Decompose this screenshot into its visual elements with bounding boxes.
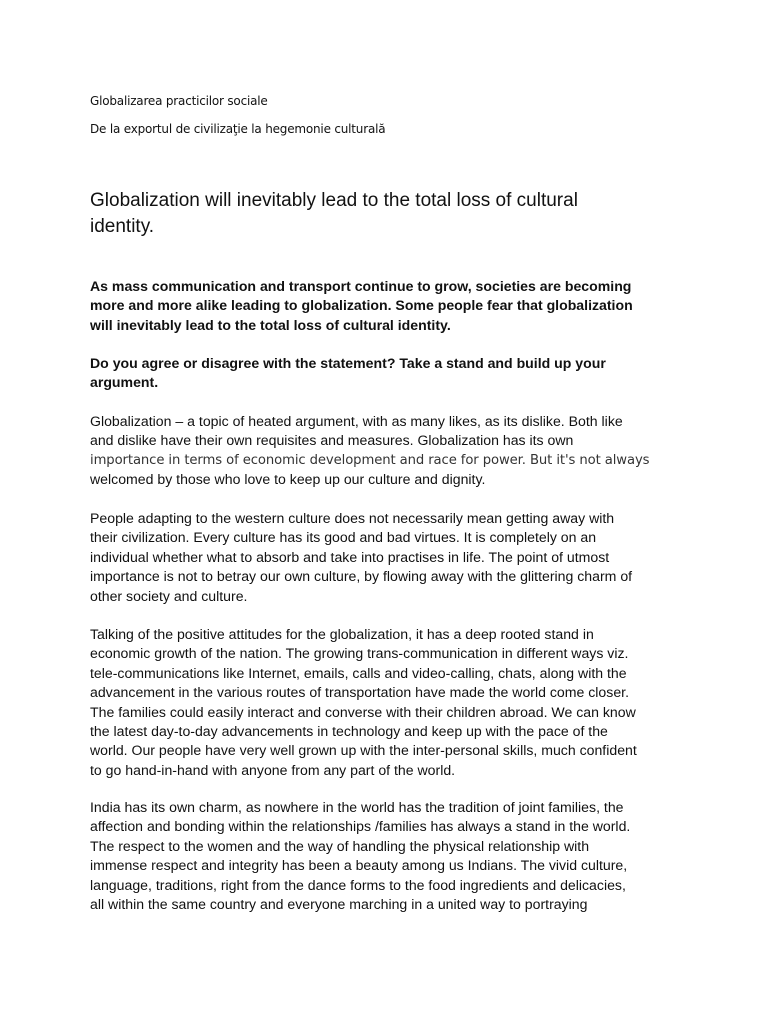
body-paragraph-4 bbox=[90, 798, 690, 914]
text-line: importance is not to betray our own culture, by flowing away with the glittering charm of bbox=[90, 568, 633, 585]
text-line: more and more alike leading to globalization. Some people fear that globalization bbox=[90, 297, 633, 314]
text-line: Talking of the positive attitudes for the globalization, it has a deep rooted stand in bbox=[90, 626, 594, 642]
text-line: other society and culture. bbox=[90, 587, 248, 604]
text-line: People adapting to the western culture does not necessarily mean getting away with bbox=[90, 510, 615, 526]
text-line: all within the same country and everyone marching in a united way to portraying bbox=[90, 896, 588, 913]
text-line: Do you agree or disagree with the statement? Take a stand and build up your bbox=[90, 355, 606, 371]
body-paragraph-1 bbox=[90, 412, 690, 490]
text-line: welcomed by those who love to keep up our culture and dignity. bbox=[90, 471, 486, 488]
text-line: importance in terms of economic development and race for power. But it's not always bbox=[90, 452, 650, 468]
text-line: world. Our people have very well grown up with the inter-personal skills, much confident bbox=[90, 742, 637, 759]
text-line: the latest day-to-day advancements in technology and keep up with the pace of the bbox=[90, 723, 608, 740]
document-title bbox=[90, 188, 690, 240]
title-line: Globalization will inevitably lead to the total loss of cultural bbox=[90, 190, 578, 211]
body-paragraph-3 bbox=[90, 625, 690, 780]
title-line: identity. bbox=[90, 216, 155, 237]
text-line: India has its own charm, as nowhere in the world has the tradition of joint families, the bbox=[90, 799, 624, 815]
text-line: tele-communications like Internet, emails, calls and video-calling, chats, along with the bbox=[90, 664, 627, 681]
text-line: argument. bbox=[90, 374, 159, 391]
body-paragraph-2 bbox=[90, 509, 690, 606]
text-line: individual whether what to absorb and take into practises in life. The point of utmost bbox=[90, 548, 610, 565]
text-line: will inevitably lead to the total loss of cultural identity. bbox=[90, 316, 451, 333]
text-line: economic growth of the nation. The growing trans-communication in different ways viz. bbox=[90, 645, 629, 662]
text-line: immense respect and integrity has been a beauty among us Indians. The vivid culture, bbox=[90, 857, 628, 874]
text-line: their civilization. Every culture has its good and bad virtues. It is completely on an bbox=[90, 529, 597, 546]
header-subtitle-1: Globalizarea practicilor sociale bbox=[90, 94, 268, 108]
header-subtitle-2: De la exportul de civilizaţie la hegemonie culturală bbox=[90, 122, 386, 136]
text-line: As mass communication and transport continue to grow, societies are becoming bbox=[90, 278, 632, 294]
prompt-statement bbox=[90, 277, 690, 335]
text-line: The respect to the women and the way of handling the physical relationship with bbox=[90, 837, 590, 854]
text-line: advancement in the various routes of transportation have made the world come closer. bbox=[90, 684, 629, 701]
text-line: affection and bonding within the relationships /families has always a stand in the world. bbox=[90, 818, 631, 835]
prompt-question bbox=[90, 354, 690, 393]
text-line: The families could easily interact and converse with their children abroad. We can know bbox=[90, 703, 636, 720]
text-line: and dislike have their own requisites and measures. Globalization has its own bbox=[90, 432, 574, 449]
text-line: language, traditions, right from the dance forms to the food ingredients and delicacies, bbox=[90, 876, 626, 893]
text-line: to go hand-in-hand with anyone from any part of the world. bbox=[90, 761, 456, 778]
text-line: Globalization – a topic of heated argument, with as many likes, as its dislike. Both like bbox=[90, 413, 623, 429]
